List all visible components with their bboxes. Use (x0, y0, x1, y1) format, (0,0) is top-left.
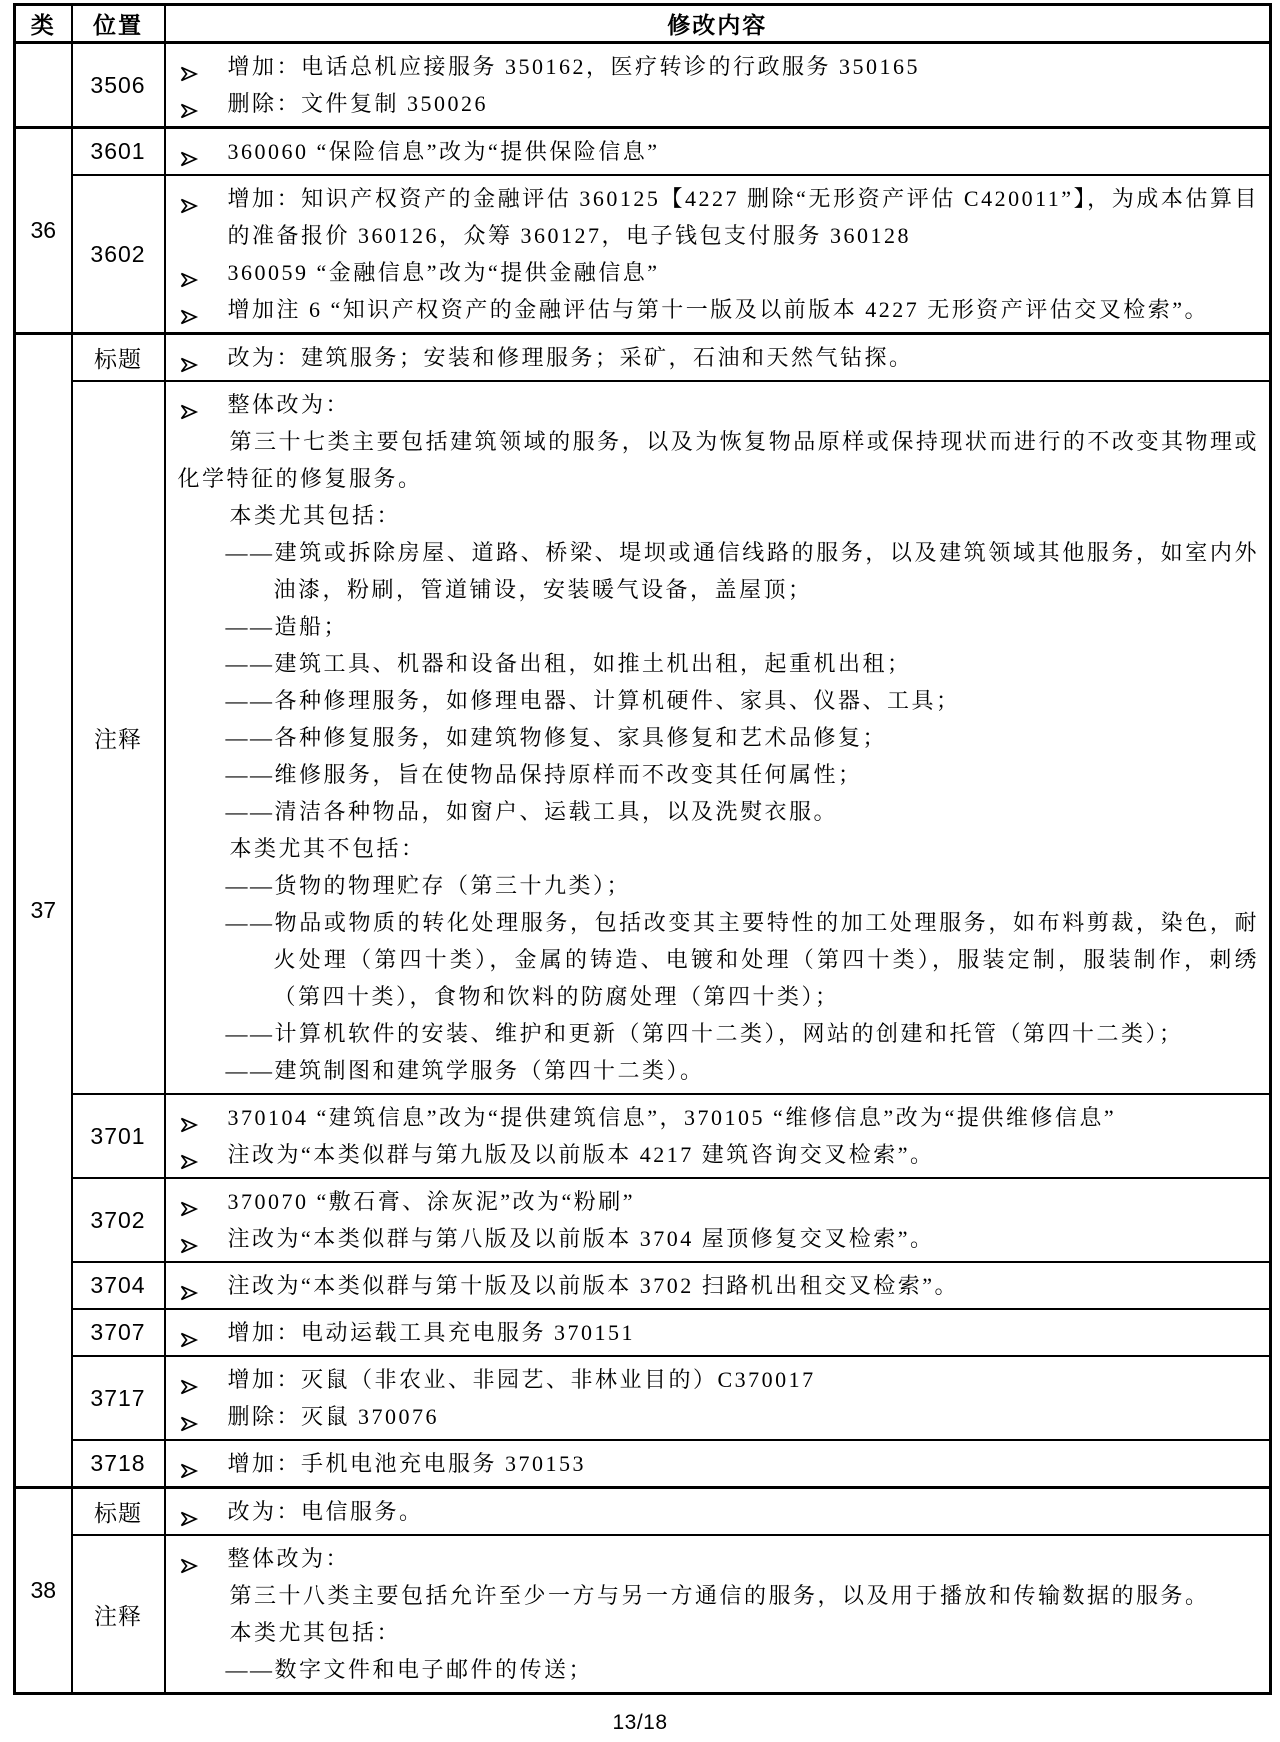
item-text: 改为：电信服务。 (227, 1499, 424, 1524)
bullet-item (178, 254, 1260, 291)
table-row (15, 1262, 1271, 1309)
content-cell (165, 1178, 1271, 1262)
paragraph-item (178, 1577, 1260, 1614)
bullet-arrow-icon (179, 142, 199, 160)
class-number-cell (15, 43, 72, 128)
dash-item (178, 1651, 1260, 1688)
dash-item (178, 608, 1260, 645)
content-cell (165, 1309, 1271, 1356)
column-header-content: 修改内容 (165, 5, 1271, 43)
paragraph-item (178, 830, 1260, 867)
item-text: 370104 “建筑信息”改为“提供建筑信息”，370105 “维修信息”改为“提供维修信息” (227, 1105, 1117, 1130)
paragraph-item (178, 423, 1260, 497)
dash-item (178, 682, 1260, 719)
item-text: 本类尤其包括： (229, 1620, 402, 1645)
item-text: 增加：电话总机应接服务 350162，医疗转诊的行政服务 350165 (227, 54, 921, 79)
bullet-arrow-icon (179, 300, 199, 318)
item-text: 增加：灭鼠（非农业、非园艺、非林业目的）C370017 (227, 1367, 816, 1392)
content-cell (165, 128, 1271, 176)
table-row (15, 43, 1271, 128)
content-cell (165, 1535, 1271, 1694)
bullet-arrow-icon (179, 1549, 199, 1567)
dash-item (178, 904, 1260, 1015)
bullet-arrow-icon (179, 1323, 199, 1341)
content-cell (165, 334, 1271, 382)
bullet-item (178, 1398, 1260, 1435)
position-cell: 3717 (72, 1356, 165, 1440)
item-text: 注改为“本类似群与第八版及以前版本 3704 屋顶修复交叉检索”。 (227, 1226, 935, 1251)
table-row (15, 1178, 1271, 1262)
content-cell (165, 1356, 1271, 1440)
item-text: 370070 “敷石膏、涂灰泥”改为“粉刷” (227, 1189, 636, 1214)
item-text: 注改为“本类似群与第九版及以前版本 4217 建筑咨询交叉检索”。 (227, 1142, 935, 1167)
page-number: 13/18 (612, 1711, 668, 1734)
table-row (15, 175, 1271, 334)
item-text: ——造船； (225, 614, 349, 639)
item-text: 增加注 6 “知识产权资产的金融评估与第十一版及以前版本 4227 无形资产评估交叉检索”。 (227, 297, 1210, 322)
item-text: 增加：电动运载工具充电服务 370151 (227, 1320, 636, 1345)
bullet-item (178, 1361, 1260, 1398)
bullet-arrow-icon (179, 1145, 199, 1163)
column-header-position: 位置 (72, 5, 165, 43)
table-row (15, 381, 1271, 1094)
bullet-arrow-icon (179, 189, 199, 207)
bullet-item (178, 291, 1260, 328)
position-cell: 3601 (72, 128, 165, 176)
class-number-cell: 38 (15, 1488, 72, 1694)
dash-item (178, 756, 1260, 793)
item-text: 本类尤其包括： (229, 503, 402, 528)
bullet-item (178, 1220, 1260, 1257)
header-row (15, 5, 1271, 43)
bullet-item (178, 1493, 1260, 1530)
item-text: ——清洁各种物品，如窗户、运载工具，以及洗熨衣服。 (225, 799, 839, 824)
dash-item (178, 867, 1260, 904)
paragraph-item (178, 1614, 1260, 1651)
item-text: 第三十八类主要包括允许至少一方与另一方通信的服务，以及用于播放和传输数据的服务。 (229, 1583, 1210, 1608)
class-number-cell: 36 (15, 128, 72, 334)
content-cell (165, 1262, 1271, 1309)
position-cell: 注释 (72, 381, 165, 1094)
item-text: 360060 “保险信息”改为“提供保险信息” (227, 139, 660, 164)
position-cell: 3602 (72, 175, 165, 334)
content-cell (165, 1094, 1271, 1178)
bullet-arrow-icon (179, 1502, 199, 1520)
position-cell: 3704 (72, 1262, 165, 1309)
paragraph-item (178, 497, 1260, 534)
bullet-arrow-icon (179, 1454, 199, 1472)
dash-item (178, 1052, 1260, 1089)
item-text: 第三十七类主要包括建筑领域的服务，以及为恢复物品原样或保持现状而进行的不改变其物理或化学特征的修复服务。 (177, 429, 1259, 491)
table-row (15, 1440, 1271, 1488)
bullet-item (178, 133, 1260, 170)
bullet-item (178, 1183, 1260, 1220)
dash-item (178, 645, 1260, 682)
position-cell: 3702 (72, 1178, 165, 1262)
table-row (15, 128, 1271, 176)
item-text: 增加：手机电池充电服务 370153 (227, 1451, 587, 1476)
content-cell (165, 381, 1271, 1094)
bullet-item (178, 85, 1260, 122)
item-text: ——建筑工具、机器和设备出租，如推土机出租，起重机出租； (225, 651, 912, 676)
content-cell (165, 1488, 1271, 1536)
table-row (15, 1094, 1271, 1178)
bullet-arrow-icon (179, 57, 199, 75)
bullet-arrow-icon (179, 1407, 199, 1425)
bullet-item (178, 386, 1260, 423)
item-text: ——货物的物理贮存（第三十九类）； (225, 873, 632, 898)
position-cell: 3701 (72, 1094, 165, 1178)
column-header-class: 类 (15, 5, 72, 43)
item-text: ——建筑制图和建筑学服务（第四十二类）。 (225, 1058, 705, 1083)
position-cell: 3718 (72, 1440, 165, 1488)
item-text: ——建筑或拆除房屋、道路、桥梁、堤坝或通信线路的服务，以及建筑领域其他服务，如室内外油漆，粉刷，管道铺设，安装暖气设备，盖屋顶； (225, 540, 1259, 602)
position-cell: 注释 (72, 1535, 165, 1694)
bullet-arrow-icon (179, 348, 199, 366)
bullet-item (178, 1136, 1260, 1173)
item-text: 注改为“本类似群与第十版及以前版本 3702 扫路机出租交叉检索”。 (227, 1273, 960, 1298)
dash-item (178, 793, 1260, 830)
bullet-arrow-icon (179, 1276, 199, 1294)
table-row (15, 1535, 1271, 1694)
bullet-arrow-icon (179, 395, 199, 413)
bullet-item (178, 1445, 1260, 1482)
bullet-item (178, 1099, 1260, 1136)
item-text: 删除：灭鼠 370076 (227, 1404, 440, 1429)
table-row (15, 1488, 1271, 1536)
content-cell (165, 175, 1271, 334)
table-row (15, 1356, 1271, 1440)
bullet-arrow-icon (179, 1108, 199, 1126)
dash-item (178, 719, 1260, 756)
item-text: ——物品或物质的转化处理服务，包括改变其主要特性的加工处理服务，如布料剪裁，染色，耐火处理（第四十类），金属的铸造、电镀和处理（第四十类），服装定制，服装制作，刺绣（第四十类），食物和饮料的防腐处理（第四十类）； (225, 910, 1259, 1009)
dash-item (178, 534, 1260, 608)
item-text: 整体改为： (227, 392, 351, 417)
position-cell: 3506 (72, 43, 165, 128)
content-cell (165, 43, 1271, 128)
table-row (15, 334, 1271, 382)
position-cell: 标题 (72, 1488, 165, 1536)
item-text: ——各种修复服务，如建筑物修复、家具修复和艺术品修复； (225, 725, 888, 750)
item-text: 360059 “金融信息”改为“提供金融信息” (227, 260, 660, 285)
bullet-arrow-icon (179, 94, 199, 112)
bullet-item (178, 48, 1260, 85)
position-cell: 3707 (72, 1309, 165, 1356)
item-text: 整体改为： (227, 1546, 351, 1571)
bullet-arrow-icon (179, 263, 199, 281)
content-cell (165, 1440, 1271, 1488)
item-text: ——各种修理服务，如修理电器、计算机硬件、家具、仪器、工具； (225, 688, 961, 713)
item-text: ——计算机软件的安装、维护和更新（第四十二类），网站的创建和托管（第四十二类）； (225, 1021, 1184, 1046)
item-text: 增加：知识产权资产的金融评估 360125【4227 删除“无形资产评估 C420011”】，为成本估算目的准备报价 360126，众筹 360127，电子钱包支付服务 360128 (227, 186, 1259, 248)
item-text: 改为：建筑服务；安装和修理服务；采矿，石油和天然气钻探。 (227, 345, 914, 370)
bullet-item (178, 1540, 1260, 1577)
bullet-item (178, 339, 1260, 376)
bullet-arrow-icon (179, 1229, 199, 1247)
class-number-cell: 37 (15, 334, 72, 1488)
position-cell: 标题 (72, 334, 165, 382)
dash-item (178, 1015, 1260, 1052)
bullet-arrow-icon (179, 1370, 199, 1388)
revision-table (13, 3, 1272, 1695)
bullet-arrow-icon (179, 1192, 199, 1210)
bullet-item (178, 1267, 1260, 1304)
bullet-item (178, 180, 1260, 254)
bullet-item (178, 1314, 1260, 1351)
item-text: 本类尤其不包括： (229, 836, 426, 861)
item-text: ——数字文件和电子邮件的传送； (225, 1657, 594, 1682)
item-text: 删除：文件复制 350026 (227, 91, 489, 116)
item-text: ——维修服务，旨在使物品保持原样而不改变其任何属性； (225, 762, 863, 787)
table-row (15, 1309, 1271, 1356)
